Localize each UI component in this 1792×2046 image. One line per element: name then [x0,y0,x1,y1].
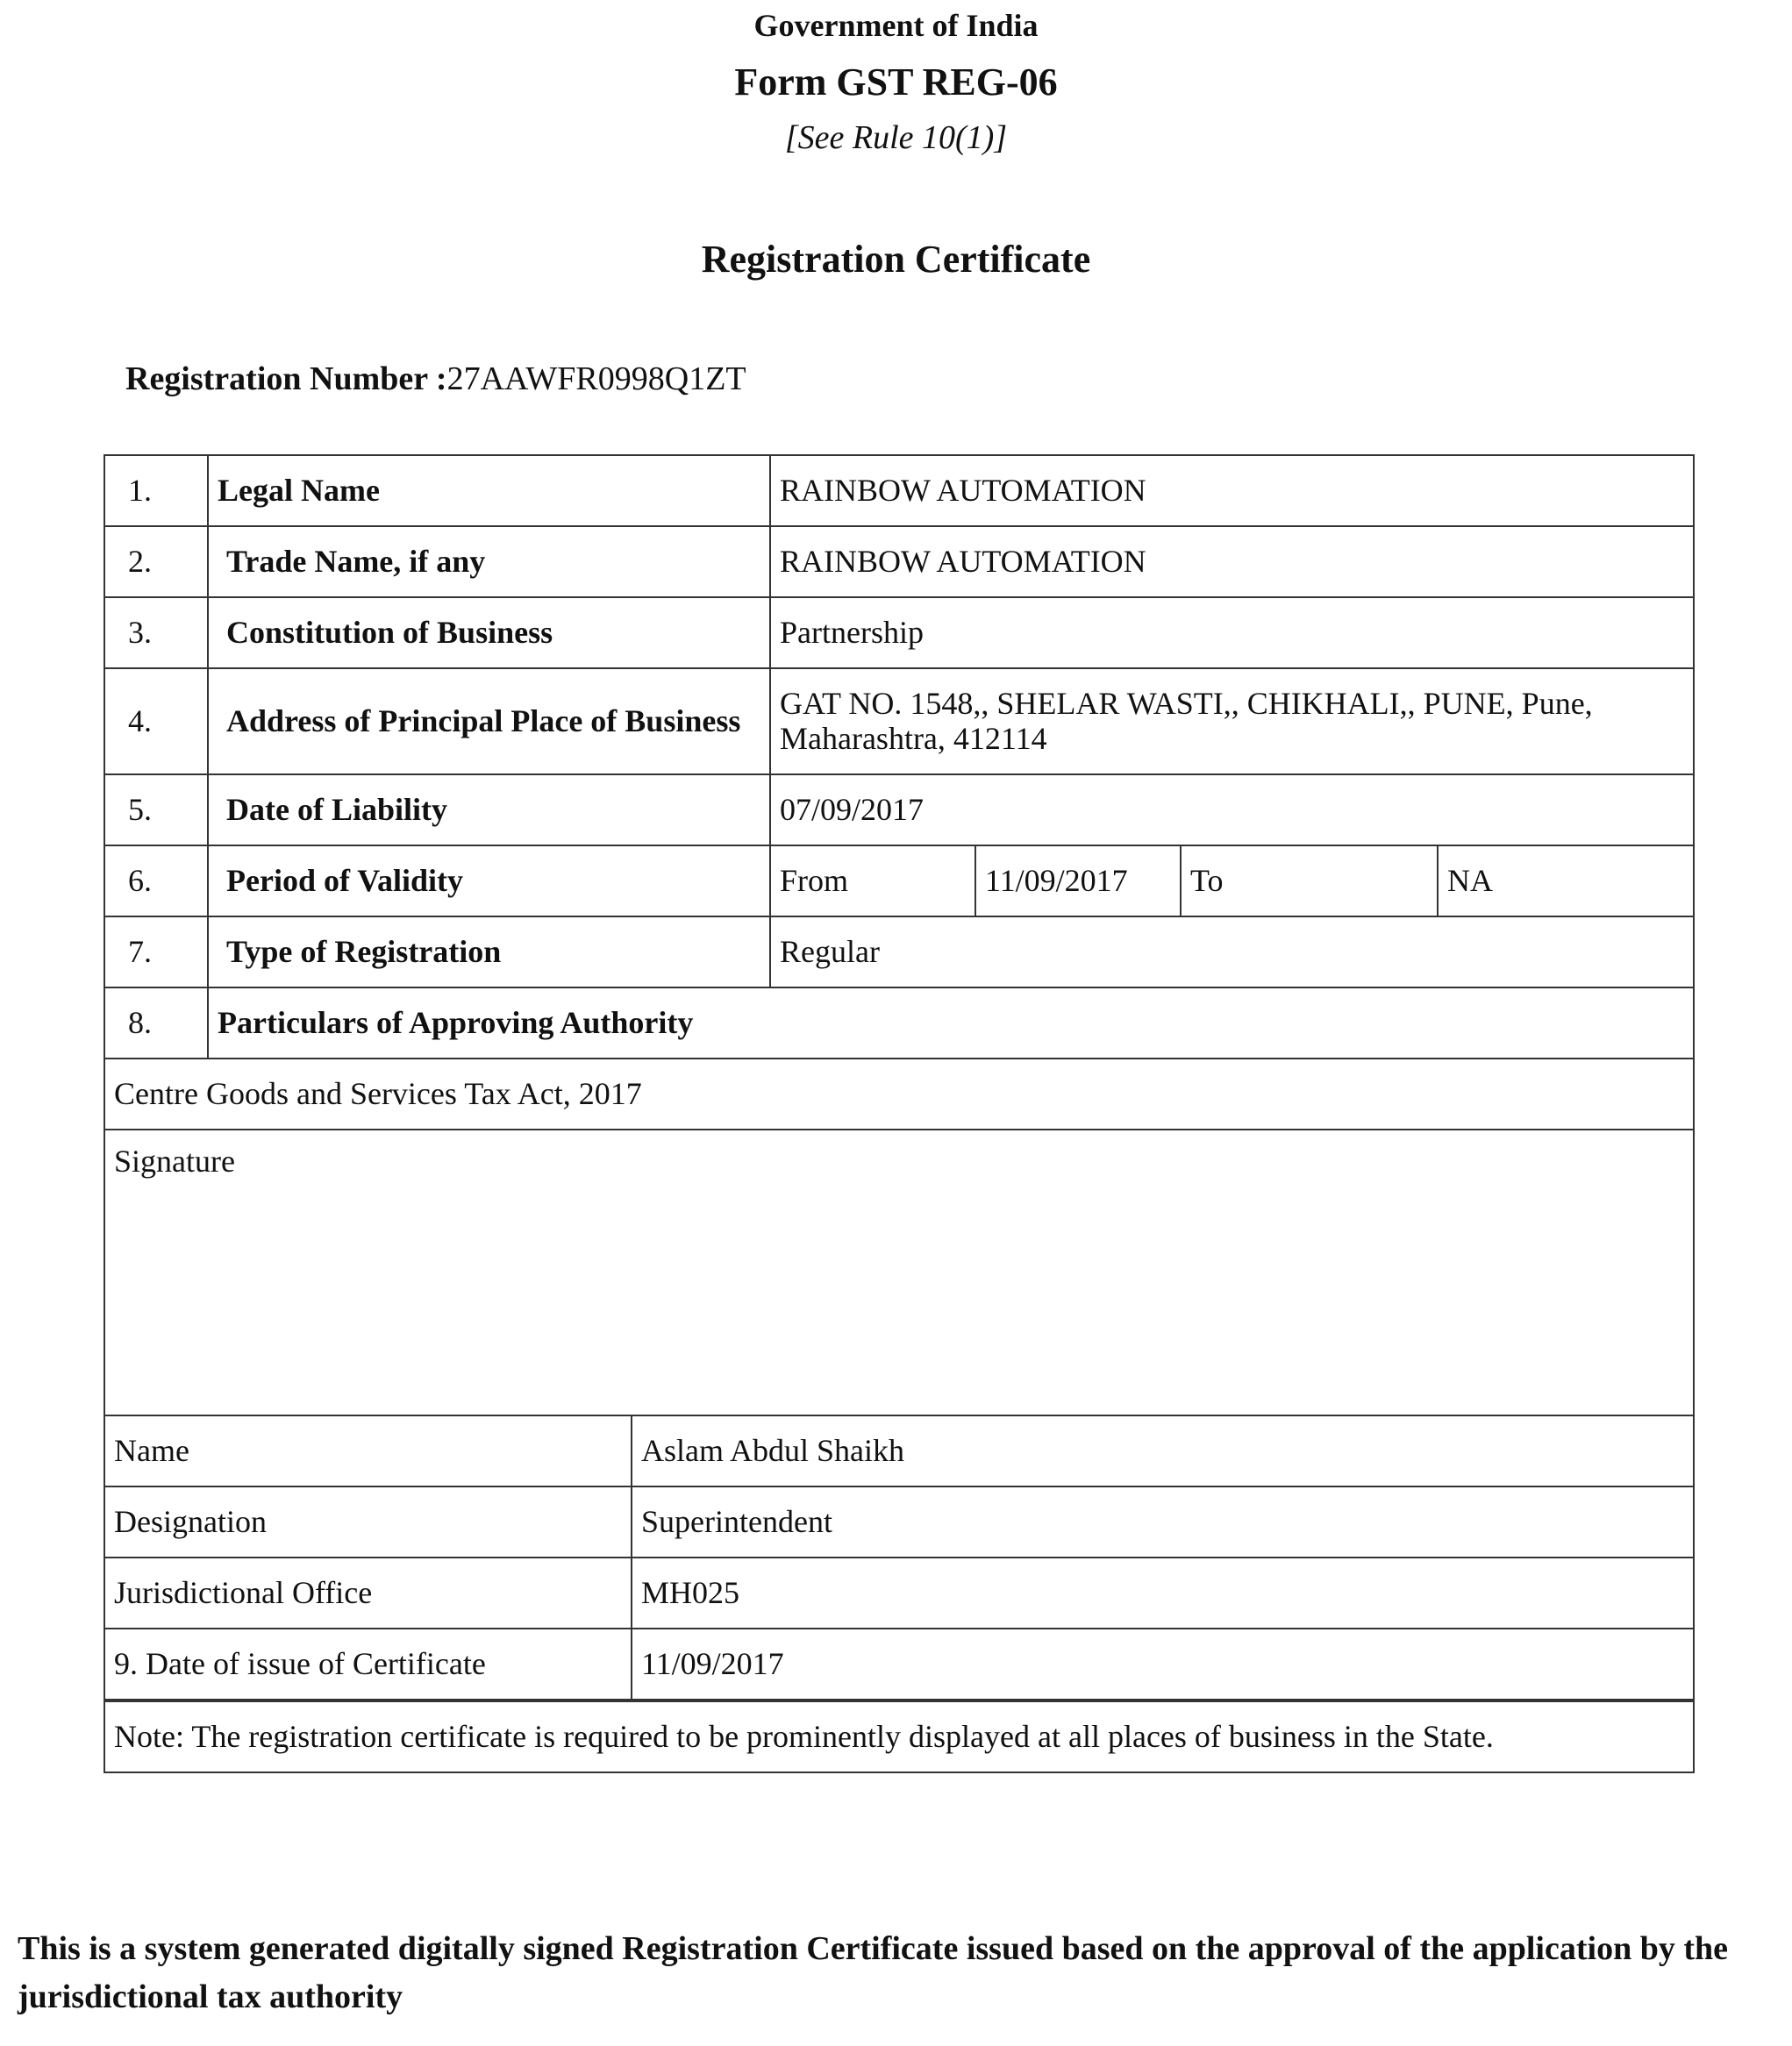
office-value: MH025 [632,1558,1693,1629]
table-row [104,1130,1694,1415]
display-note: Note: The registration certificate is required to be prominently displayed at all places of business in the State. [104,1701,1694,1772]
authority-details-cell [104,1415,1694,1701]
field-label: Constitution of Business [208,597,770,668]
field-label: Legal Name [208,455,770,526]
constitution-value: Partnership [770,597,1694,668]
row-number: 1. [104,455,208,526]
form-title: Form GST REG-06 [734,61,1058,103]
row-number: 7. [104,916,208,987]
signature-box: Signature [104,1130,1694,1415]
table-row [105,1629,1693,1700]
table-row [104,1701,1694,1772]
validity-from-label: From [770,845,975,916]
authority-details-table [105,1416,1693,1700]
table-row [104,774,1694,845]
designation-value: Superintendent [632,1486,1693,1558]
act-name: Centre Goods and Services Tax Act, 2017 [104,1059,1694,1130]
registration-type-value: Regular [770,916,1694,987]
office-label: Jurisdictional Office [105,1558,632,1629]
registration-number-label: Registration Number : [125,360,447,397]
field-label: Date of Liability [208,774,770,845]
field-label: Trade Name, if any [208,526,770,597]
name-value: Aslam Abdul Shaikh [632,1416,1693,1486]
system-generated-footer: This is a system generated digitally signed Registration Certificate issued based on the approval of the application by the jurisdictional tax authority [18,1930,1728,2016]
designation-label: Designation [105,1486,632,1558]
certificate-table [104,454,1695,1773]
issue-date-value: 11/09/2017 [632,1629,1693,1700]
registration-number-value: 27AAWFR0998Q1ZT [446,360,746,397]
table-row [104,1059,1694,1130]
trade-name-value: RAINBOW AUTOMATION [770,526,1694,597]
row-number: 3. [104,597,208,668]
table-row [105,1558,1693,1629]
rule-reference: [See Rule 10(1)] [784,119,1008,156]
table-row [105,1416,1693,1486]
table-row [104,1415,1694,1701]
row-number: 2. [104,526,208,597]
table-row [104,987,1694,1059]
table-row [104,845,1694,916]
name-label: Name [105,1416,632,1486]
date-of-liability-value: 07/09/2017 [770,774,1694,845]
table-row [104,455,1694,526]
issue-date-label: 9. Date of issue of Certificate [105,1629,632,1700]
table-row [104,916,1694,987]
legal-name-value: RAINBOW AUTOMATION [770,455,1694,526]
row-number: 5. [104,774,208,845]
row-number: 8. [104,987,208,1059]
certificate-title: Registration Certificate [701,238,1091,281]
table-row [104,526,1694,597]
field-label: Period of Validity [208,845,770,916]
row-number: 6. [104,845,208,916]
approving-authority-heading: Particulars of Approving Authority [208,987,1694,1059]
row-number: 4. [104,668,208,774]
table-row [105,1486,1693,1558]
table-row [104,597,1694,668]
validity-to-value: NA [1438,845,1694,916]
field-label: Type of Registration [208,916,770,987]
field-label: Address of Principal Place of Business [208,668,770,774]
validity-from-value: 11/09/2017 [975,845,1181,916]
registration-number [125,360,746,398]
government-heading: Government of India [753,8,1039,43]
validity-to-label: To [1181,845,1438,916]
address-value: GAT NO. 1548,, SHELAR WASTI,, CHIKHALI,, PUNE, Pune, Maharashtra, 412114 [770,668,1694,774]
table-row [104,668,1694,774]
